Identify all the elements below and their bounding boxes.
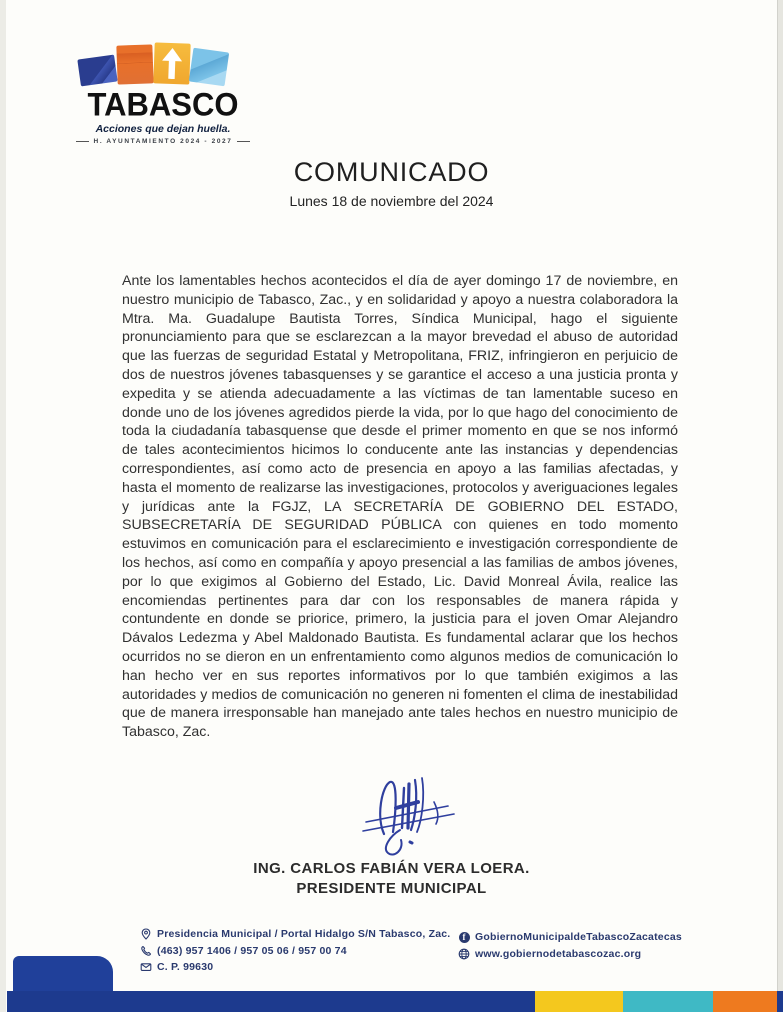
mail-icon — [140, 961, 152, 973]
signer-name: ING. CARLOS FABIÁN VERA LOERA. — [253, 860, 530, 877]
footer-contact-right — [458, 931, 708, 964]
logo-tile-arrow — [153, 42, 190, 84]
ribbon-left-block — [13, 956, 113, 996]
postal-code-text: C. P. 99630 — [157, 961, 214, 973]
phone-row — [140, 945, 460, 957]
phone-text: (463) 957 1406 / 957 05 06 / 957 00 74 — [157, 944, 347, 957]
logo-tagline: Acciones que dejan huella. — [95, 123, 231, 135]
address-row — [140, 928, 460, 940]
ribbon-orange-segment — [713, 991, 777, 1012]
logo-wordmark: TABASCO — [87, 86, 239, 123]
logo-photo-tiles — [76, 42, 250, 86]
logo-tile-blue — [77, 55, 117, 87]
ribbon-teal-segment — [623, 991, 713, 1012]
municipal-logo — [76, 42, 250, 145]
logo-administration-line — [76, 138, 250, 145]
signer-block — [0, 860, 783, 897]
phone-icon — [140, 945, 152, 957]
ribbon-yellow-segment — [535, 991, 623, 1012]
postal-code-row — [140, 961, 460, 973]
dash-decoration — [76, 141, 89, 142]
address-text: Presidencia Municipal / Portal Hidalgo S/N Tabasco, Zac. — [157, 928, 451, 940]
footer-contact-left — [140, 928, 460, 978]
facebook-text: GobiernoMunicipaldeTabascoZacatecas — [475, 931, 682, 943]
signer-role: PRESIDENTE MUNICIPAL — [296, 880, 487, 897]
document-date: Lunes 18 de noviembre del 2024 — [289, 193, 494, 209]
globe-icon — [458, 948, 470, 960]
logo-tile-lightblue — [189, 48, 229, 87]
logo-tile-orange — [116, 44, 153, 84]
facebook-icon: f — [458, 931, 470, 943]
communique-body: Ante los lamentables hechos acontecidos el día de ayer domingo 17 de noviembre, en nuestro municipio de Tabasco, Zac., y en solidaridad y apoyo a nuestra colaboradora la Mtra. Ma. Guadalupe Bautista Torres, Síndica Municipal, hago el siguiente pronunciamiento para que se esclarezcan a la mayor brevedad el abuso de autoridad que las fuerzas de seguridad Estatal y Metropolitana, FRIZ, infringieron en perjuicio de dos de nuestros jóvenes tabasquenses y se garantice el acceso a una justicia pronta y expedita y se atienda adecuadamente a las víctimas de tan lamentable suceso en donde uno de los jóvenes agredidos pierde la vida, por lo que hago del conocimiento de toda la ciudadanía tabasquense que desde el primer momento en que se nos informó de tales acontecimientos hicimos lo conducente ante las instancias y dependencias correspondientes, así como acto de presencia en apoyo a las familias afectadas, y hasta el momento de realizarse las investigaciones, protocolos y averiguaciones legales y jurídicas ante la FGJZ, LA SECRETARÍA DE GOBIERNO DEL ESTADO, SUBSECRETARÍA DE SEGURIDAD PÚBLICA con quienes en todo momento estuvimos en comunicación para el esclarecimiento e investigación correspondiente de los hechos, así como en compañía y apoyo presencial a las familias de ambos jóvenes, por lo que exigimos al Gobierno del Estado, Lic. David Monreal Ávila, realice las encomiendas pertinentes para dar con los responsables de manera rápida y contundente en donde se priorice, primero, la justicia para el joven Omar Alejandro Dávalos Ledezma y Abel Maldonado Bautista. Es fundamental aclarar que los hechos ocurridos no se dieron en un enfrentamiento como algunos medios de comunicación lo han hecho ver en sus reportes informativos por lo que también exigimos a las autoridades y medios de comunicación no generen ni fomenten el clima de inestabilidad que de manera irresponsable han manejado ante tales hechos en nuestro municipio de Tabasco, Zac. — [122, 273, 678, 741]
website-row — [458, 948, 708, 960]
facebook-row — [458, 931, 708, 943]
website-text: www.gobiernodetabascozac.org — [475, 947, 642, 960]
administration-label: H. AYUNTAMIENTO 2024 - 2027 — [93, 138, 233, 145]
dash-decoration — [237, 141, 250, 142]
signature — [338, 772, 508, 860]
document-title: COMUNICADO — [293, 157, 490, 187]
location-pin-icon — [140, 928, 152, 940]
